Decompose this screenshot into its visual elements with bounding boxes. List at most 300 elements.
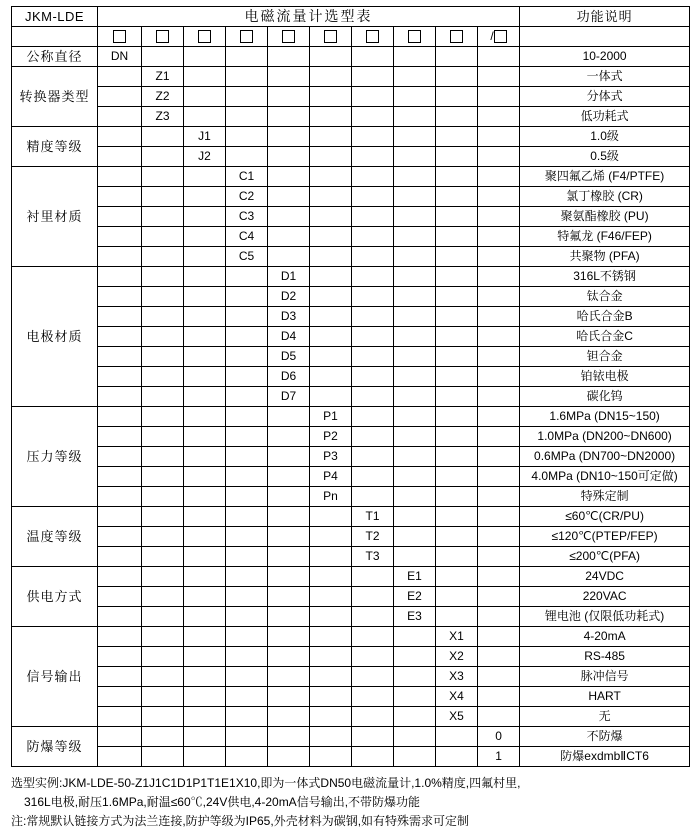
blank-cell: [436, 167, 478, 187]
blank-cell: [352, 687, 394, 707]
option-code-cell[interactable]: X5: [436, 707, 478, 727]
blank-cell: [184, 87, 226, 107]
blank-cell: [310, 627, 352, 647]
blank-cell: [310, 127, 352, 147]
option-code-cell[interactable]: J1: [184, 127, 226, 147]
blank-cell: [394, 47, 436, 67]
blank-cell: [352, 347, 394, 367]
blank-cell: [12, 27, 98, 47]
blank-cell: [226, 47, 268, 67]
blank-cell: [394, 107, 436, 127]
blank-cell: [310, 67, 352, 87]
code-box[interactable]: [366, 30, 379, 43]
option-code-cell[interactable]: C4: [226, 227, 268, 247]
code-box-cell[interactable]: [184, 27, 226, 47]
option-code-cell[interactable]: E1: [394, 567, 436, 587]
blank-cell: [268, 247, 310, 267]
option-code-cell[interactable]: X4: [436, 687, 478, 707]
blank-cell: [310, 587, 352, 607]
blank-cell: [226, 667, 268, 687]
blank-cell: [98, 747, 142, 767]
blank-cell: [142, 547, 184, 567]
code-box[interactable]: [198, 30, 211, 43]
blank-cell: [436, 127, 478, 147]
blank-cell: [98, 87, 142, 107]
note-line-1: 选型实例:JKM-LDE-50-Z1J1C1D1P1T1E1X10,即为一体式DN50电磁流量计,1.0%精度,四氟村里,: [11, 776, 521, 791]
blank-cell: [394, 687, 436, 707]
blank-cell: [142, 427, 184, 447]
blank-cell: [142, 567, 184, 587]
blank-cell: [142, 47, 184, 67]
code-box[interactable]: [450, 30, 463, 43]
blank-cell: [478, 467, 520, 487]
table-row: [12, 647, 690, 667]
blank-cell: [394, 187, 436, 207]
option-code-cell[interactable]: C2: [226, 187, 268, 207]
blank-cell: [98, 567, 142, 587]
option-code-cell[interactable]: D3: [268, 307, 310, 327]
blank-cell: [478, 707, 520, 727]
blank-cell: [184, 67, 226, 87]
table-row: [12, 747, 690, 767]
blank-cell: [142, 467, 184, 487]
blank-cell: [394, 367, 436, 387]
blank-cell: [352, 627, 394, 647]
option-description-cell: 4.0MPa (DN10~150可定做): [520, 467, 690, 487]
option-description-cell: 特殊定制: [520, 487, 690, 507]
table-row: [12, 587, 690, 607]
option-code-cell[interactable]: Z2: [142, 87, 184, 107]
blank-cell: [436, 747, 478, 767]
option-description-cell: 24VDC: [520, 567, 690, 587]
blank-cell: [310, 607, 352, 627]
option-code-cell[interactable]: DN: [98, 47, 142, 67]
blank-cell: [98, 247, 142, 267]
blank-cell: [184, 567, 226, 587]
blank-cell: [436, 47, 478, 67]
blank-cell: [142, 387, 184, 407]
blank-cell: [478, 527, 520, 547]
option-description-cell: 0.5级: [520, 147, 690, 167]
blank-cell: [184, 447, 226, 467]
blank-cell: [478, 447, 520, 467]
blank-cell: [394, 67, 436, 87]
blank-cell: [352, 127, 394, 147]
blank-cell: [226, 147, 268, 167]
blank-cell: [142, 247, 184, 267]
blank-cell: [352, 587, 394, 607]
blank-cell: [310, 267, 352, 287]
blank-cell: [478, 227, 520, 247]
blank-cell: [268, 207, 310, 227]
blank-cell: [394, 167, 436, 187]
blank-cell: [226, 87, 268, 107]
blank-cell: [98, 67, 142, 87]
blank-cell: [184, 187, 226, 207]
blank-cell: [226, 287, 268, 307]
code-box[interactable]: [156, 30, 169, 43]
blank-cell: [142, 507, 184, 527]
blank-cell: [142, 487, 184, 507]
table-row: [12, 367, 690, 387]
blank-cell: [394, 727, 436, 747]
blank-cell: [478, 547, 520, 567]
table-row: [12, 727, 690, 747]
table-row: [12, 67, 690, 87]
table-row: [12, 227, 690, 247]
blank-cell: [142, 167, 184, 187]
blank-cell: [184, 547, 226, 567]
slash-separator: /: [490, 29, 494, 44]
blank-cell: [352, 447, 394, 467]
blank-cell: [142, 127, 184, 147]
blank-cell: [184, 487, 226, 507]
option-code-cell[interactable]: E2: [394, 587, 436, 607]
code-box-cell[interactable]: [436, 27, 478, 47]
table-row: [12, 507, 690, 527]
table-header-row: [12, 7, 690, 27]
blank-cell: [142, 627, 184, 647]
blank-cell: [226, 647, 268, 667]
blank-cell: [98, 467, 142, 487]
blank-cell: [98, 727, 142, 747]
blank-cell: [436, 367, 478, 387]
blank-cell: [310, 687, 352, 707]
blank-cell: [436, 307, 478, 327]
option-description-cell: 钛合金: [520, 287, 690, 307]
blank-cell: [268, 227, 310, 247]
option-description-cell: 一体式: [520, 67, 690, 87]
blank-cell: [352, 227, 394, 247]
blank-cell: [352, 727, 394, 747]
blank-cell: [352, 427, 394, 447]
blank-cell: [436, 487, 478, 507]
blank-cell: [394, 307, 436, 327]
blank-cell: [394, 487, 436, 507]
blank-cell: [352, 487, 394, 507]
option-description-cell: 钽合金: [520, 347, 690, 367]
blank-cell: [478, 67, 520, 87]
blank-cell: [184, 107, 226, 127]
blank-cell: [478, 167, 520, 187]
blank-cell: [98, 647, 142, 667]
blank-cell: [478, 147, 520, 167]
blank-cell: [394, 627, 436, 647]
option-code-cell[interactable]: D2: [268, 287, 310, 307]
blank-cell: [310, 567, 352, 587]
blank-cell: [310, 207, 352, 227]
blank-cell: [394, 707, 436, 727]
blank-cell: [436, 387, 478, 407]
option-description-cell: 0.6MPa (DN700~DN2000): [520, 447, 690, 467]
option-code-cell[interactable]: D4: [268, 327, 310, 347]
blank-cell: [98, 207, 142, 227]
code-box[interactable]: [324, 30, 337, 43]
option-code-cell[interactable]: Z1: [142, 67, 184, 87]
table-row: [12, 527, 690, 547]
blank-cell: [142, 747, 184, 767]
blank-cell: [478, 207, 520, 227]
option-code-cell[interactable]: D6: [268, 367, 310, 387]
table-title-cell: 电磁流量计选型表: [98, 7, 520, 27]
blank-cell: [268, 427, 310, 447]
blank-cell: [352, 167, 394, 187]
table-row: [12, 87, 690, 107]
blank-cell: [184, 47, 226, 67]
option-code-cell[interactable]: P1: [310, 407, 352, 427]
blank-cell: [268, 667, 310, 687]
option-code-cell[interactable]: D5: [268, 347, 310, 367]
option-code-cell[interactable]: C3: [226, 207, 268, 227]
option-code-cell[interactable]: C5: [226, 247, 268, 267]
code-box-cell[interactable]: [394, 27, 436, 47]
blank-cell: [394, 327, 436, 347]
code-box-cell[interactable]: [268, 27, 310, 47]
blank-cell: [394, 447, 436, 467]
blank-cell: [268, 547, 310, 567]
blank-cell: [352, 647, 394, 667]
option-code-cell[interactable]: P3: [310, 447, 352, 467]
blank-cell: [142, 267, 184, 287]
blank-cell: [142, 227, 184, 247]
code-box[interactable]: [494, 30, 507, 43]
blank-cell: [394, 647, 436, 667]
blank-cell: [352, 667, 394, 687]
blank-cell: [478, 407, 520, 427]
spec-table: [11, 6, 690, 767]
blank-cell: [98, 107, 142, 127]
table-row: [12, 567, 690, 587]
blank-cell: [268, 567, 310, 587]
blank-cell: [436, 347, 478, 367]
table-row: [12, 627, 690, 647]
blank-cell: [142, 207, 184, 227]
blank-cell: [394, 207, 436, 227]
blank-cell: [436, 567, 478, 587]
option-code-cell[interactable]: D1: [268, 267, 310, 287]
blank-cell: [98, 387, 142, 407]
blank-cell: [310, 747, 352, 767]
option-code-cell[interactable]: T1: [352, 507, 394, 527]
blank-cell: [184, 647, 226, 667]
option-description-cell: 4-20mA: [520, 627, 690, 647]
blank-cell: [98, 707, 142, 727]
option-description-cell: 锂电池 (仅限低功耗式): [520, 607, 690, 627]
blank-cell: [310, 347, 352, 367]
blank-cell: [394, 547, 436, 567]
blank-cell: [226, 547, 268, 567]
option-code-cell[interactable]: 0: [478, 727, 520, 747]
blank-cell: [478, 107, 520, 127]
blank-cell: [226, 747, 268, 767]
blank-cell: [352, 267, 394, 287]
blank-cell: [226, 367, 268, 387]
blank-cell: [226, 627, 268, 647]
code-box[interactable]: [113, 30, 126, 43]
blank-cell: [478, 127, 520, 147]
code-box[interactable]: [408, 30, 421, 43]
table-row: [12, 447, 690, 467]
table-row: [12, 667, 690, 687]
blank-cell: [394, 287, 436, 307]
blank-cell: [394, 227, 436, 247]
blank-cell: [226, 507, 268, 527]
blank-cell: [310, 707, 352, 727]
blank-cell: [478, 687, 520, 707]
option-code-cell[interactable]: X3: [436, 667, 478, 687]
code-box-cell[interactable]: [310, 27, 352, 47]
option-code-cell[interactable]: T3: [352, 547, 394, 567]
blank-cell: [142, 407, 184, 427]
blank-cell: [184, 747, 226, 767]
blank-cell: [268, 607, 310, 627]
blank-cell: [98, 267, 142, 287]
table-row: [12, 267, 690, 287]
option-description-cell: 碳化钨: [520, 387, 690, 407]
blank-cell: [268, 647, 310, 667]
blank-cell: [352, 747, 394, 767]
blank-cell: [226, 467, 268, 487]
table-row: [12, 407, 690, 427]
blank-cell: [142, 447, 184, 467]
blank-cell: [184, 227, 226, 247]
code-box-cell[interactable]: [226, 27, 268, 47]
table-row: [12, 427, 690, 447]
option-code-cell[interactable]: J2: [184, 147, 226, 167]
blank-cell: [98, 127, 142, 147]
option-code-cell[interactable]: T2: [352, 527, 394, 547]
table-row: [12, 287, 690, 307]
blank-cell: [142, 347, 184, 367]
blank-cell: [394, 747, 436, 767]
blank-cell: [98, 687, 142, 707]
blank-cell: [394, 347, 436, 367]
option-code-cell[interactable]: C1: [226, 167, 268, 187]
option-code-cell[interactable]: X2: [436, 647, 478, 667]
blank-cell: [436, 147, 478, 167]
option-description-cell: ≤200℃(PFA): [520, 547, 690, 567]
blank-cell: [352, 207, 394, 227]
blank-cell: [226, 387, 268, 407]
row-label-cell: 精度等级: [12, 127, 98, 167]
blank-cell: [142, 667, 184, 687]
row-label-cell: 公称直径: [12, 47, 98, 67]
blank-cell: [184, 507, 226, 527]
option-description-cell: 1.0MPa (DN200~DN600): [520, 427, 690, 447]
code-box-cell[interactable]: [98, 27, 142, 47]
option-description-cell: 铂铱电极: [520, 367, 690, 387]
blank-cell: [310, 227, 352, 247]
blank-cell: [184, 387, 226, 407]
option-code-cell[interactable]: D7: [268, 387, 310, 407]
blank-cell: [436, 107, 478, 127]
blank-cell: [98, 447, 142, 467]
blank-cell: [394, 527, 436, 547]
blank-cell: [436, 227, 478, 247]
table-row: [12, 187, 690, 207]
blank-cell: [142, 607, 184, 627]
blank-cell: [436, 547, 478, 567]
table-row: [12, 487, 690, 507]
code-box-cell[interactable]: [142, 27, 184, 47]
code-box-cell[interactable]: [478, 27, 520, 47]
option-code-cell[interactable]: X1: [436, 627, 478, 647]
blank-cell: [310, 667, 352, 687]
option-code-cell[interactable]: P4: [310, 467, 352, 487]
blank-cell: [310, 647, 352, 667]
code-box-cell[interactable]: [352, 27, 394, 47]
blank-cell: [394, 247, 436, 267]
table-row: [12, 107, 690, 127]
option-description-cell: 不防爆: [520, 727, 690, 747]
blank-cell: [352, 47, 394, 67]
blank-cell: [394, 387, 436, 407]
blank-cell: [268, 527, 310, 547]
blank-cell: [142, 327, 184, 347]
option-description-cell: 220VAC: [520, 587, 690, 607]
blank-cell: [352, 467, 394, 487]
blank-cell: [184, 467, 226, 487]
row-label-cell: 供电方式: [12, 567, 98, 627]
blank-cell: [478, 427, 520, 447]
blank-cell: [226, 307, 268, 327]
blank-cell: [268, 167, 310, 187]
option-description-cell: 聚氨酯橡胶 (PU): [520, 207, 690, 227]
blank-cell: [478, 287, 520, 307]
blank-cell: [184, 307, 226, 327]
blank-cell: [226, 687, 268, 707]
blank-cell: [142, 307, 184, 327]
blank-cell: [436, 447, 478, 467]
option-code-cell[interactable]: Z3: [142, 107, 184, 127]
blank-cell: [184, 407, 226, 427]
code-box[interactable]: [240, 30, 253, 43]
blank-cell: [436, 467, 478, 487]
blank-cell: [226, 727, 268, 747]
blank-cell: [310, 147, 352, 167]
code-box[interactable]: [282, 30, 295, 43]
row-label-cell: 压力等级: [12, 407, 98, 507]
blank-cell: [98, 667, 142, 687]
blank-cell: [478, 307, 520, 327]
table-row: [12, 47, 690, 67]
blank-cell: [142, 727, 184, 747]
row-label-cell: 衬里材质: [12, 167, 98, 267]
blank-cell: [98, 507, 142, 527]
option-description-cell: ≤120℃(PTEP/FEP): [520, 527, 690, 547]
blank-cell: [394, 507, 436, 527]
option-code-cell[interactable]: Pn: [310, 487, 352, 507]
blank-cell: [226, 107, 268, 127]
blank-cell: [98, 527, 142, 547]
option-code-cell[interactable]: 1: [478, 747, 520, 767]
blank-cell: [184, 287, 226, 307]
blank-cell: [268, 627, 310, 647]
blank-cell: [184, 207, 226, 227]
blank-cell: [478, 507, 520, 527]
option-code-cell[interactable]: E3: [394, 607, 436, 627]
blank-cell: [226, 587, 268, 607]
model-prefix-cell: JKM-LDE: [12, 7, 98, 27]
note-line-3: 注:常规默认链接方式为法兰连接,防护等级为IP65,外壳材料为碳钢,如有特殊需求可定制: [11, 814, 470, 829]
option-description-cell: 316L不锈钢: [520, 267, 690, 287]
blank-cell: [142, 587, 184, 607]
option-code-cell[interactable]: P2: [310, 427, 352, 447]
blank-cell: [478, 647, 520, 667]
blank-cell: [436, 187, 478, 207]
blank-cell: [226, 607, 268, 627]
blank-cell: [268, 107, 310, 127]
